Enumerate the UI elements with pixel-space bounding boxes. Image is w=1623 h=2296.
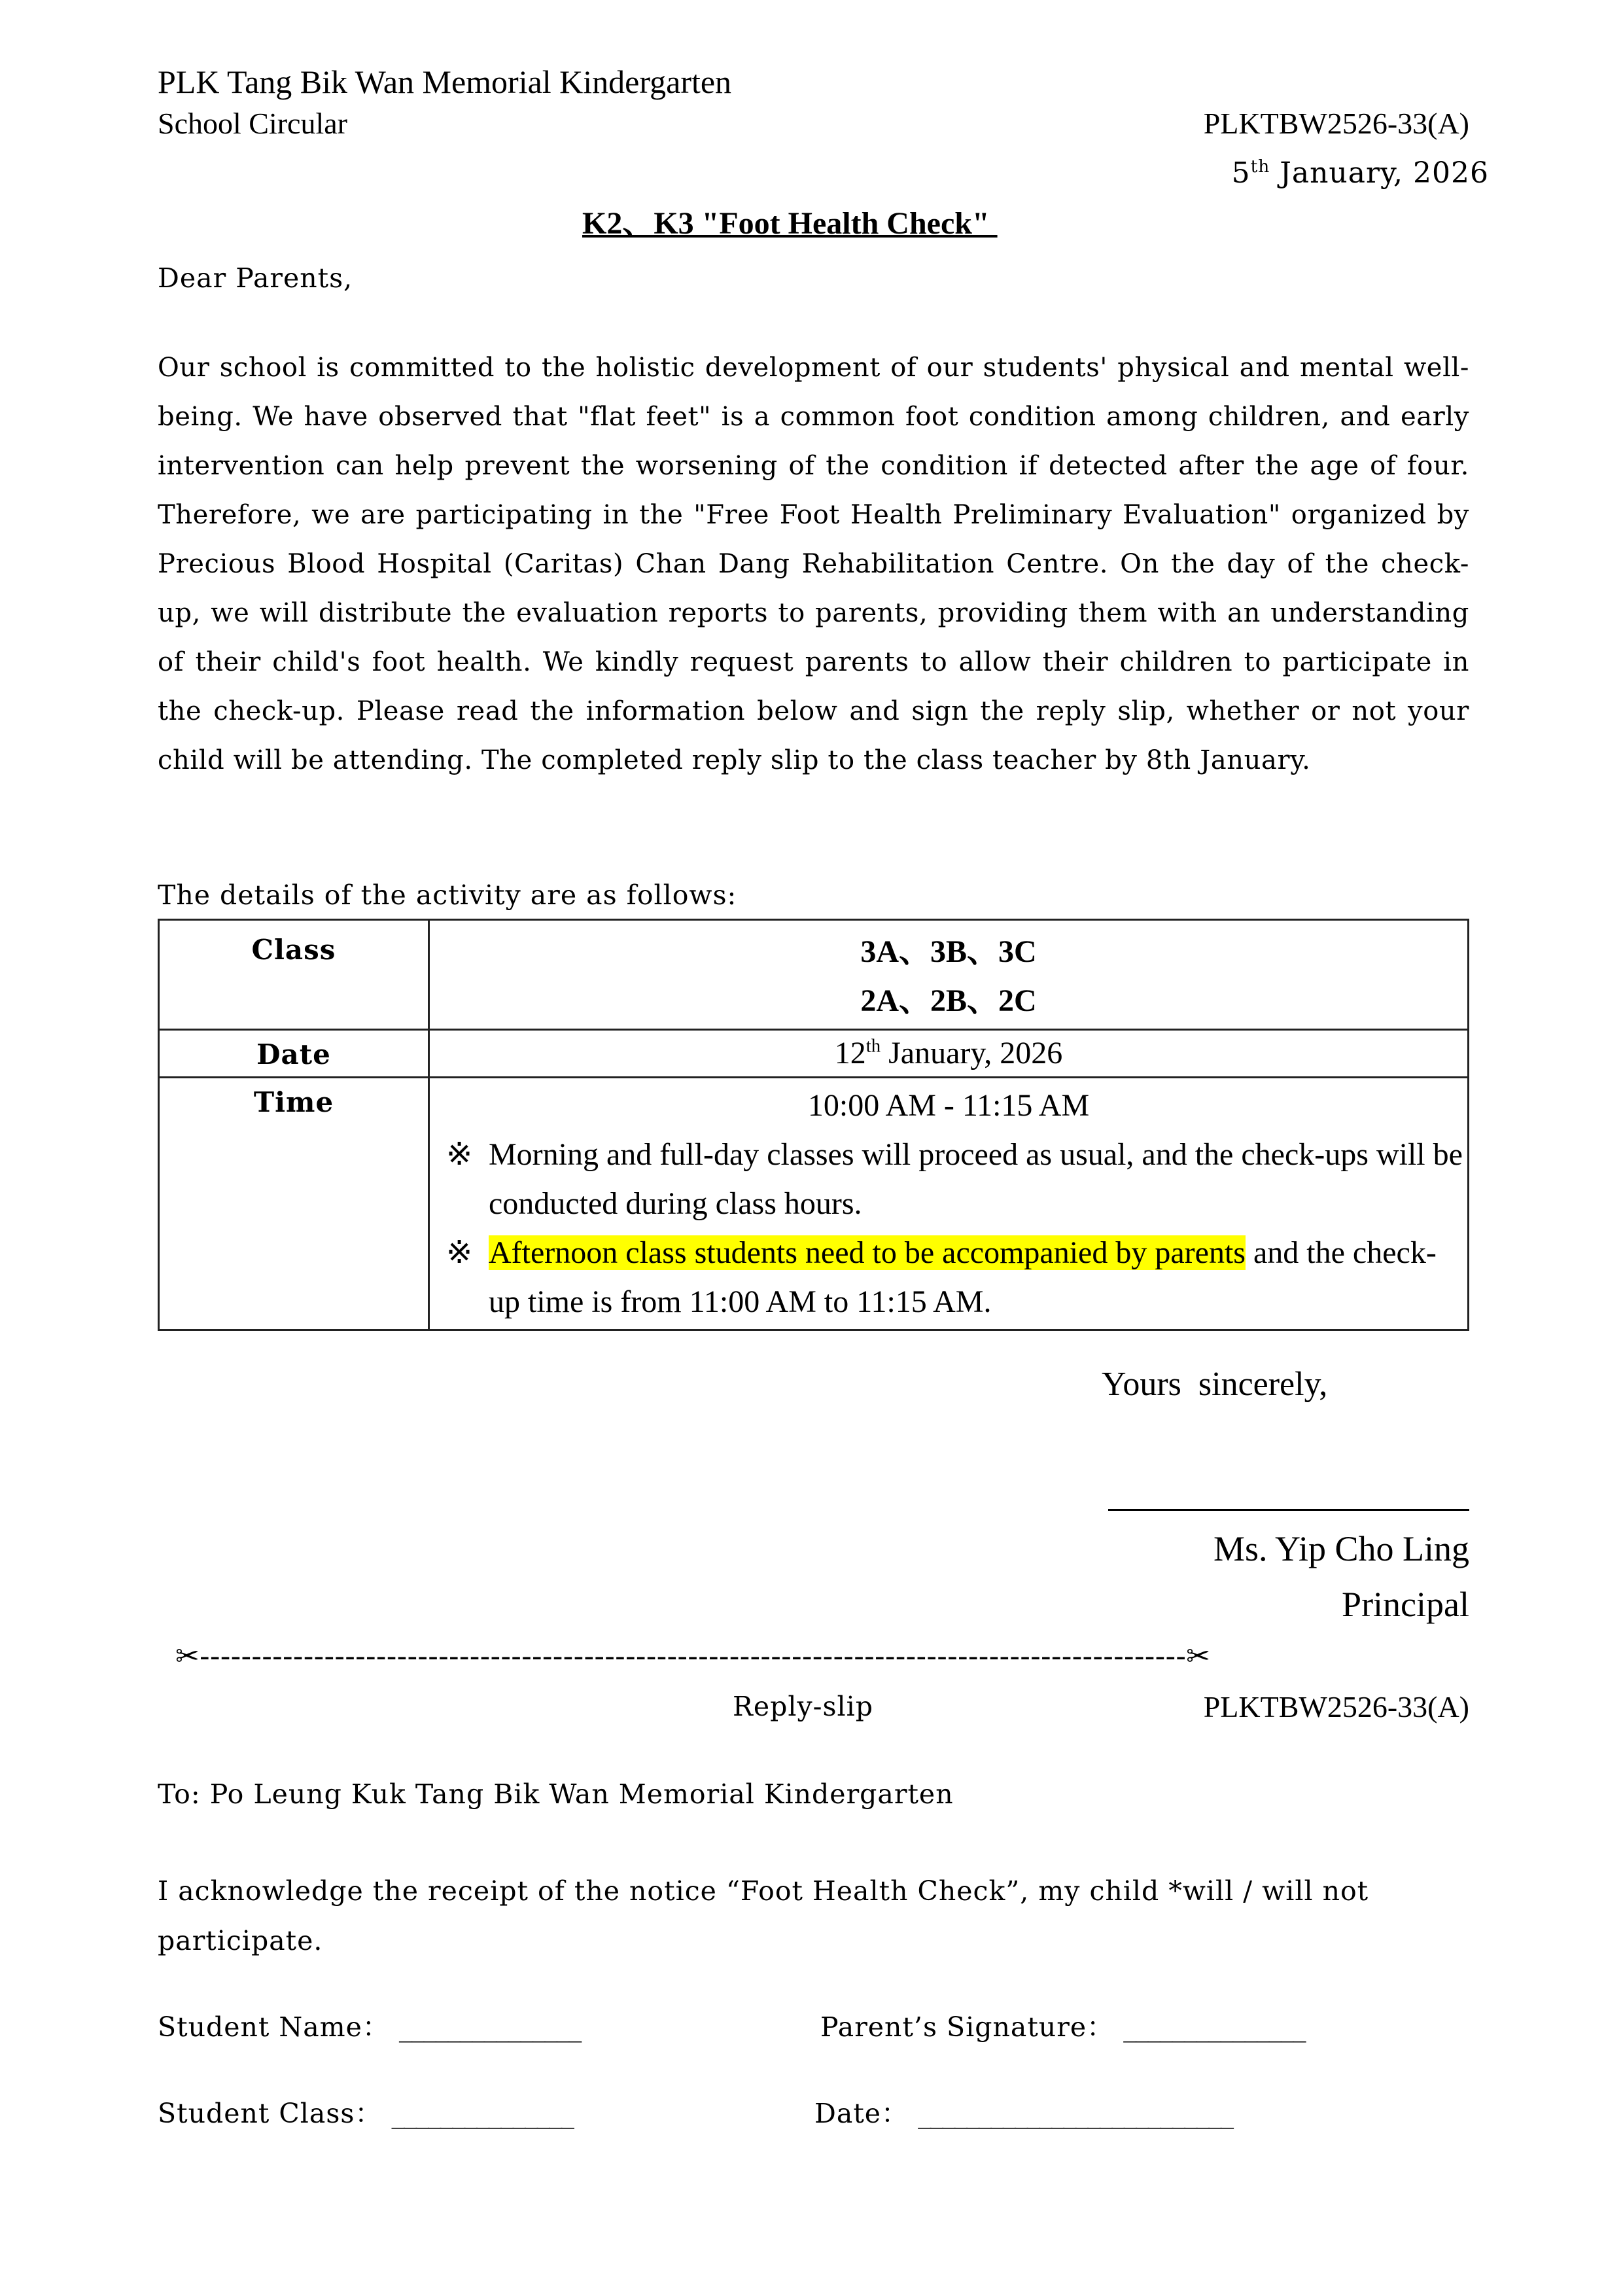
circular-date: 5th January, 2026: [1231, 156, 1489, 190]
note-morning: ※ Morning and full-day classes will proceed as usual, and the check-ups will be conducted during class hours.: [446, 1137, 1463, 1221]
greeting: Dear Parents,: [158, 262, 353, 294]
signature-line: [1108, 1509, 1469, 1511]
table-row: [159, 1078, 1469, 1330]
cut-line: ✂-----------------------------------------------------------------------------------------------✂: [175, 1642, 1211, 1671]
table-row: [159, 920, 1469, 1030]
date-label: Date: [159, 1030, 429, 1078]
circular-ref: PLKTBW2526-33(A): [1203, 107, 1469, 140]
table-row: [159, 1030, 1469, 1078]
parent-signature-field[interactable]: Parent’s Signature： _______________: [820, 2011, 1305, 2043]
note-afternoon: ※ Afternoon class students need to be accompanied by parents and the check-up time is from 11:00 AM to 11:15 AM.: [446, 1235, 1437, 1319]
activity-details-table: [158, 919, 1469, 1331]
details-intro: The details of the activity are as follows:: [158, 879, 737, 911]
class-label: Class: [159, 920, 429, 1030]
closing: Yours sincerely,: [1102, 1366, 1328, 1403]
reply-to: To: Po Leung Kuk Tang Bik Wan Memorial Kindergarten: [158, 1778, 954, 1810]
date-field[interactable]: Date： __________________________: [814, 2098, 1233, 2129]
circular-type: School Circular: [158, 107, 347, 140]
date-value: 12th January, 2026: [429, 1030, 1469, 1078]
page-title: K2、K3 "Foot Health Check": [582, 206, 998, 241]
highlighted-text: Afternoon class students need to be accompanied by parents: [489, 1235, 1246, 1270]
school-name: PLK Tang Bik Wan Memorial Kindergarten: [158, 63, 732, 100]
reply-slip-title: Reply-slip: [733, 1691, 874, 1722]
time-value: 10:00 AM - 11:15 AM ※ Morning and full-day classes will proceed as usual, and the check-ups will be conducted during class hours. ※ Afternoon class students need to be accompanied by parents and the check-up time is from 11:00 AM to 11:15 AM.: [429, 1078, 1469, 1330]
body-paragraph: Our school is committed to the holistic development of our students' physical and mental well-being. We have observed that "flat feet" is a common foot condition among children, and early intervention can help prevent the worsening of the condition if detected after the age of four. Therefore, we are participating in the "Free Foot Health Preliminary Evaluation" organized by Precious Blood Hospital (Caritas) Chan Dang Rehabilitation Centre. On the day of the check-up, we will distribute the evaluation reports to parents, providing them with an understanding of their child's foot health. We kindly request parents to allow their children to participate in the check-up. Please read the information below and sign the reply slip, whether or not your child will be attending. The completed reply slip to the class teacher by 8th January.: [158, 353, 1469, 775]
signer-title: Principal: [1342, 1585, 1469, 1624]
time-label: Time: [159, 1078, 429, 1330]
student-name-field[interactable]: Student Name： _______________: [158, 2011, 581, 2043]
reply-slip-ref: PLKTBW2526-33(A): [1203, 1690, 1469, 1723]
signer-name: Ms. Yip Cho Ling: [1213, 1529, 1469, 1568]
acknowledgement: I acknowledge the receipt of the notice “Foot Health Check”, my child *will / will not participate.: [158, 1875, 1369, 1956]
student-class-field[interactable]: Student Class： _______________: [158, 2098, 573, 2129]
class-value: 3A、3B、3C 2A、2B、2C: [429, 920, 1469, 1030]
